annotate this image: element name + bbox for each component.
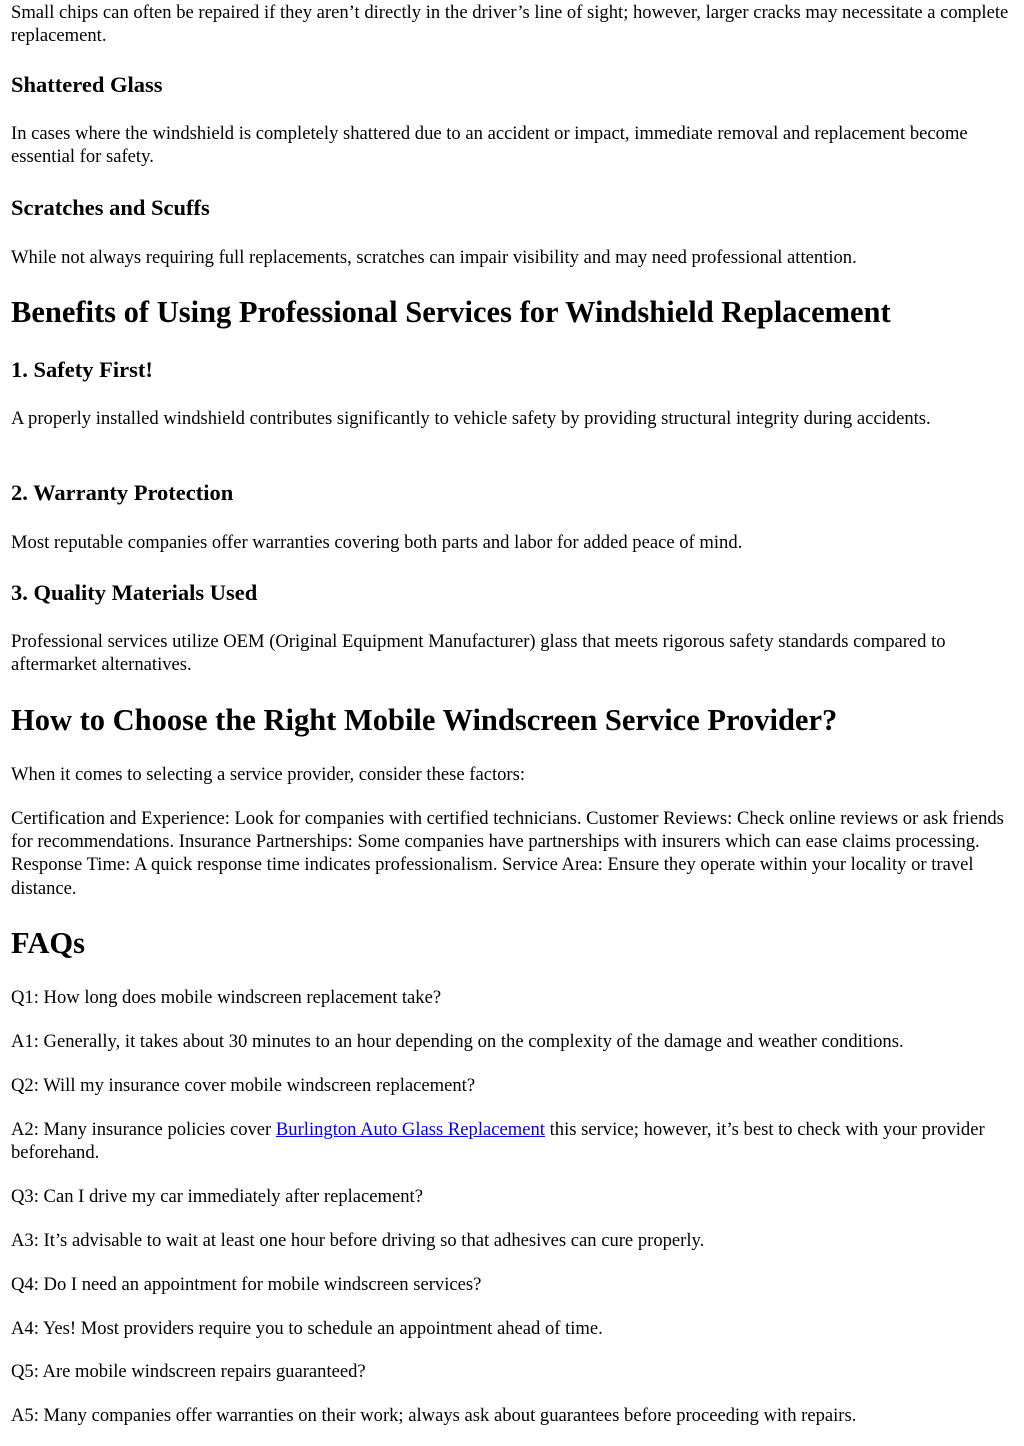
faq-answer-4: A4: Yes! Most providers require you to schedule an appointment ahead of time. (11, 1318, 603, 1339)
faqs-heading: FAQs (11, 926, 85, 960)
faq-answer-2 (11, 1118, 1011, 1164)
scratches-heading: Scratches and Scuffs (11, 195, 210, 220)
benefit-warranty-heading: 2. Warranty Protection (11, 480, 234, 505)
faq-answer-5: A5: Many companies offer warranties on their work; always ask about guarantees before proceeding with repairs. (11, 1405, 857, 1426)
faq-answer-1: A1: Generally, it takes about 30 minutes to an hour depending on the complexity of the damage and weather conditions. (11, 1031, 904, 1052)
scratches-paragraph: While not always requiring full replacements, scratches can impair visibility and may need professional attention. (11, 247, 857, 268)
benefit-quality-heading: 3. Quality Materials Used (11, 580, 258, 605)
faq-question-3: Q3: Can I drive my car immediately after replacement? (11, 1186, 423, 1207)
benefit-quality-paragraph: Professional services utilize OEM (Original Equipment Manufacturer) glass that meets rigorous safety standards compared to aftermarket alternatives. (11, 631, 946, 676)
faq-answer-2-text-before: A2: Many insurance policies cover (11, 1119, 276, 1140)
intro-paragraph: Small chips can often be repaired if they aren’t directly in the driver’s line of sight; however, larger cracks may necessitate a complete replacement. (11, 2, 1009, 47)
benefits-heading: Benefits of Using Professional Services for Windshield Replacement (11, 295, 891, 329)
benefit-safety-paragraph: A properly installed windshield contributes significantly to vehicle safety by providing structural integrity during accidents. (11, 408, 931, 429)
benefit-warranty-paragraph: Most reputable companies offer warranties covering both parts and labor for added peace of mind. (11, 532, 743, 553)
faq-question-2: Q2: Will my insurance cover mobile windscreen replacement? (11, 1075, 476, 1096)
choose-provider-heading: How to Choose the Right Mobile Windscreen Service Provider? (11, 703, 838, 737)
shattered-glass-heading: Shattered Glass (11, 72, 163, 97)
faq-answer-3: A3: It’s advisable to wait at least one hour before driving so that adhesives can cure properly. (11, 1230, 705, 1251)
choose-intro-paragraph: When it comes to selecting a service provider, consider these factors: (11, 764, 526, 785)
faq-question-4: Q4: Do I need an appointment for mobile windscreen services? (11, 1274, 482, 1295)
faq-question-5: Q5: Are mobile windscreen repairs guaranteed? (11, 1361, 366, 1382)
benefit-safety-heading: 1. Safety First! (11, 357, 153, 382)
faq-answer-2-text-after: this service; however, it’s best to check with your provider beforehand. (11, 1119, 985, 1164)
choose-factors-paragraph: Certification and Experience: Look for companies with certified technicians. Customer Reviews: Check online reviews or ask friends for recommendations. Insurance Partnerships: Some companies have partnerships with insurers which can ease claims processing. Response Time: A quick response time indicates professionalism. Service Area: Ensure they operate within your locality or travel distance. (11, 808, 1004, 899)
faq-question-1: Q1: How long does mobile windscreen replacement take? (11, 987, 442, 1008)
shattered-glass-paragraph: In cases where the windshield is completely shattered due to an accident or impact, immediate removal and replacement become essential for safety. (11, 123, 968, 168)
burlington-auto-glass-link[interactable]: Burlington Auto Glass Replacement (275, 1119, 545, 1140)
